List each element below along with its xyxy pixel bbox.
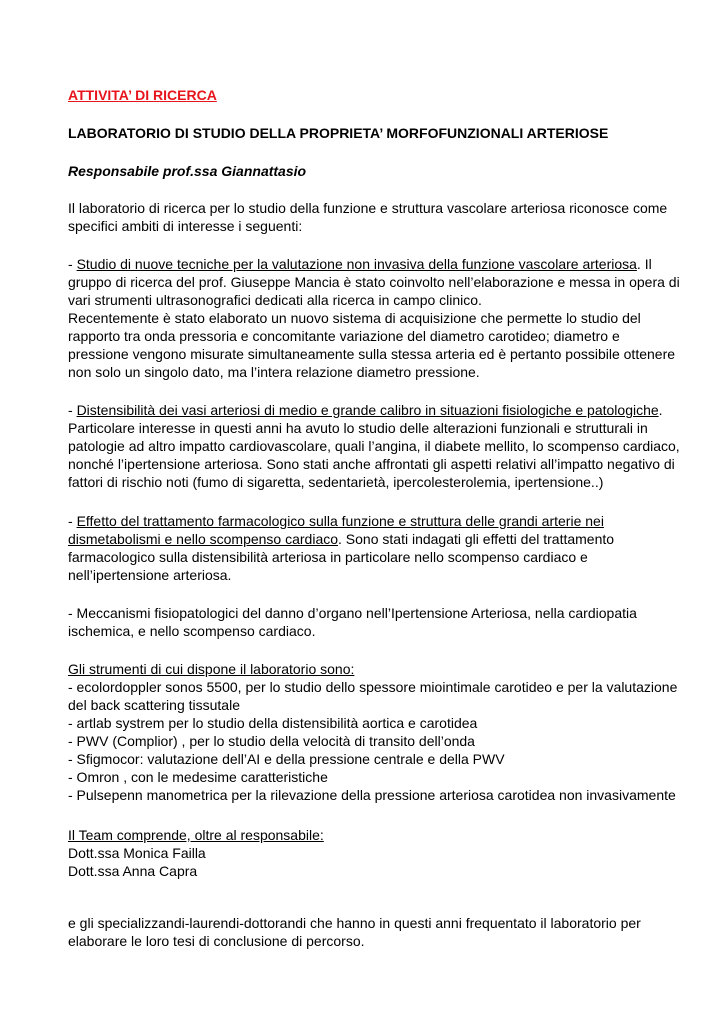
- p3-second-line: [68, 530, 614, 548]
- team-member: Dott.ssa Monica Failla: [68, 845, 206, 861]
- p3-topic-part1: Effetto del trattamento farmacologico sulla funzione e struttura delle grandi arterie nei: [76, 513, 604, 529]
- p2-first-line: [68, 401, 663, 419]
- p3-line: farmacologico sulla distensibilità arteriosa in particolare nello scompenso cardiaco e: [68, 549, 588, 565]
- p4-line: ischemica, e nello scompenso cardiaco.: [68, 623, 316, 639]
- p1-line: gruppo di ricerca del prof. Giuseppe Mancia è stato coinvolto nell’elaborazione e messa in opera di: [68, 274, 680, 290]
- instrument-item: - Sfigmocor: valutazione dell’AI e della pressione centrale e della PWV: [68, 751, 505, 767]
- instrument-item: - artlab systrem per lo studio della distensibilità aortica e carotidea: [68, 715, 478, 731]
- lab-title: LABORATORIO DI STUDIO DELLA PROPRIETA’ MORFOFUNZIONALI ARTERIOSE: [68, 125, 609, 141]
- p1-line: pressione vengono misurate simultaneamente sulla stessa arteria ed è pertanto possibile ottenere: [68, 346, 676, 362]
- p1-after: . Il: [636, 256, 652, 272]
- p1-line: Recentemente è stato elaborato un nuovo sistema di acquisizione che permette lo studio del: [68, 310, 641, 326]
- instrument-item: - Pulsepenn manometrica per la rilevazione della pressione arteriosa carotidea non invasivamente: [68, 787, 676, 803]
- p2-after: .: [658, 402, 663, 418]
- instruments-heading: Gli strumenti di cui dispone il laboratorio sono:: [68, 661, 355, 677]
- p2-topic: Distensibilità dei vasi arteriosi di medio e grande calibro in situazioni fisiologiche e patologiche: [76, 402, 659, 418]
- p3-dash: -: [68, 513, 77, 529]
- p1-line: vari strumenti ultrasonografici dedicati alla ricerca in campo clinico.: [68, 292, 482, 308]
- instrument-item: del back scattering tissutale: [68, 697, 240, 713]
- intro-line-1: Il laboratorio di ricerca per lo studio della funzione e struttura vascolare arteriosa riconosce come: [68, 200, 668, 216]
- team-member: Dott.ssa Anna Capra: [68, 863, 198, 879]
- p2-line: nonché l’ipertensione arteriosa. Sono stati anche affrontati gli aspetti relativi all’impatto negativo di: [68, 456, 675, 472]
- p2-line: Particolare interesse in questi anni ha avuto lo studio delle alterazioni funzionali e strutturali in: [68, 420, 648, 436]
- p1-dash: -: [68, 256, 77, 272]
- p1-topic: Studio di nuove tecniche per la valutazione non invasiva della funzione vascolare arteriosa: [76, 256, 637, 272]
- p2-dash: -: [68, 402, 77, 418]
- p2-line: patologie ad altro impatto cardiovascolare, quali l’angina, il diabete mellito, lo scompenso cardiaco,: [68, 438, 680, 454]
- p1-line: rapporto tra onda pressoria e concomitante variazione del diametro carotideo; diametro e: [68, 328, 620, 344]
- instrument-item: - PWV (Complior) , per lo studio della velocità di transito dell’onda: [68, 733, 475, 749]
- p3-topic-part2: dismetabolismi e nello scompenso cardiaco: [68, 531, 339, 547]
- section-title: ATTIVITA’ DI RICERCA: [68, 87, 217, 103]
- team-heading: Il Team comprende, oltre al responsabile:: [68, 827, 324, 843]
- p4-line: - Meccanismi fisiopatologici del danno d’organo nell’Ipertensione Arteriosa, nella cardiopatia: [68, 605, 637, 621]
- p2-line: fattori di rischio noti (fumo di sigaretta, sedentarietà, ipercolesterolemia, ipertensione..): [68, 474, 604, 490]
- closing-line: e gli specializzandi-laurendi-dottorandi che hanno in questi anni frequentato il laboratorio per: [68, 915, 641, 931]
- responsible-line: Responsabile prof.ssa Giannattasio: [68, 163, 307, 179]
- intro-line-2: specifici ambiti di interesse i seguenti:: [68, 218, 303, 234]
- closing-line: elaborare le loro tesi di conclusione di percorso.: [68, 933, 365, 949]
- p3-first-line: [68, 512, 604, 530]
- p3-after: . Sono stati indagati gli effetti del trattamento: [338, 531, 615, 547]
- p1-first-line: [68, 255, 652, 273]
- p1-line: non solo un singolo dato, ma l’intera relazione diametro pressione.: [68, 364, 480, 380]
- p3-line: nell’ipertensione arteriosa.: [68, 567, 232, 583]
- instrument-item: - ecolordoppler sonos 5500, per lo studio dello spessore miointimale carotideo e per la valutazione: [68, 679, 678, 695]
- instrument-item: - Omron , con le medesime caratteristiche: [68, 769, 328, 785]
